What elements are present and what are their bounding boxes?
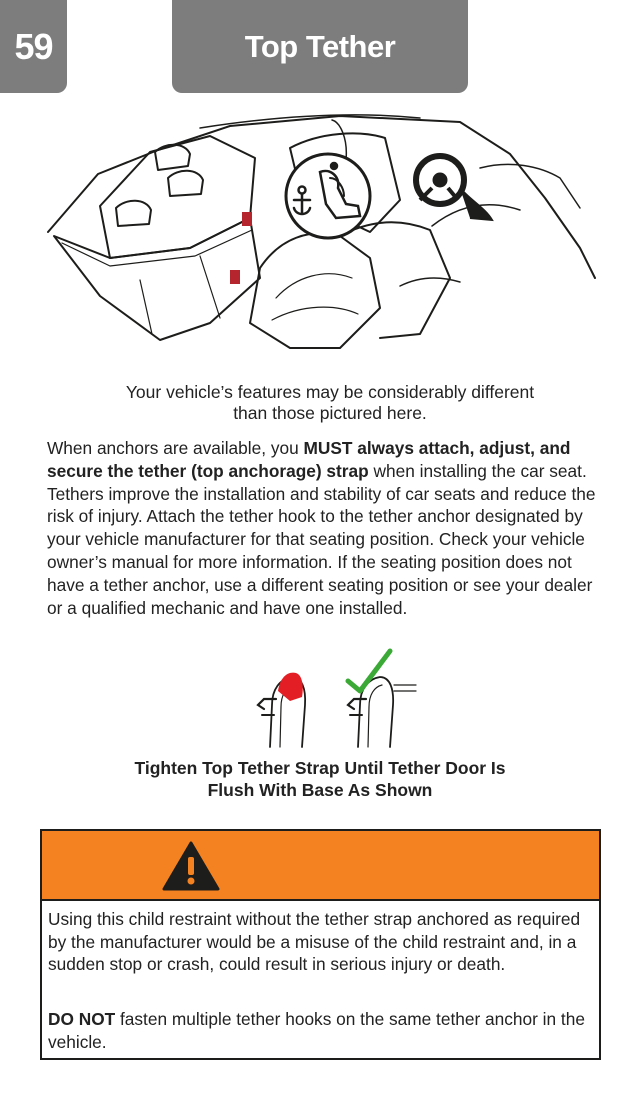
warning-paragraph-2-text: fasten multiple tether hooks on the same tether anchor in the vehicle. [48, 1009, 585, 1052]
warning-triangle-icon [161, 840, 221, 892]
instructions-emphasis: MUST always attach, adjust, and secure the tether (top anchorage) strap [47, 438, 571, 481]
caption-line-2: than those pictured here. [233, 403, 427, 423]
checkmark-icon [348, 651, 390, 691]
figure-caption-line-1: Tighten Top Tether Strap Until Tether Door Is [134, 758, 506, 778]
warning-header-band [42, 831, 599, 901]
instructions-intro: When anchors are available, you [47, 438, 304, 458]
illustration-caption [60, 382, 600, 424]
warning-paragraph-1: Using this child restraint without the tether strap anchored as required by the manufacturer would be a misuse of the child restraint and, in a sudden stop or crash, could result in serious injury or death. [48, 909, 581, 974]
page-title: Top Tether [244, 28, 396, 64]
warning-paragraph-2 [48, 1008, 593, 1053]
tether-instructions [47, 437, 612, 619]
figure-caption-line-2: Flush With Base As Shown [207, 779, 433, 800]
tether-anchor-symbol-icon [286, 154, 370, 238]
instructions-rest: when installing the car seat. Tethers improve the installation and stability of car seats and reduce the risk of injury. Attach the tether hook to the tether anchor designated by your vehicle manufacturer for that seating position. Check your vehicle owner’s manual for more information. If the seating position does not have a tether anchor, use a different seating position or see your dealer or a qualified mechanic and have one installed. [47, 460, 596, 618]
tether-figure-caption [100, 758, 540, 801]
do-not-label: DO NOT [48, 1009, 116, 1029]
page-title-tab [172, 0, 468, 93]
page-number: 59 [14, 25, 53, 67]
warning-box [40, 829, 601, 1060]
caption-line-1: Your vehicle’s features may be considerably different [125, 382, 535, 402]
vehicle-interior-illustration [40, 108, 600, 370]
page-number-tab [0, 0, 67, 93]
tether-door-figure [250, 645, 420, 749]
tether-door-open-red [278, 673, 303, 701]
